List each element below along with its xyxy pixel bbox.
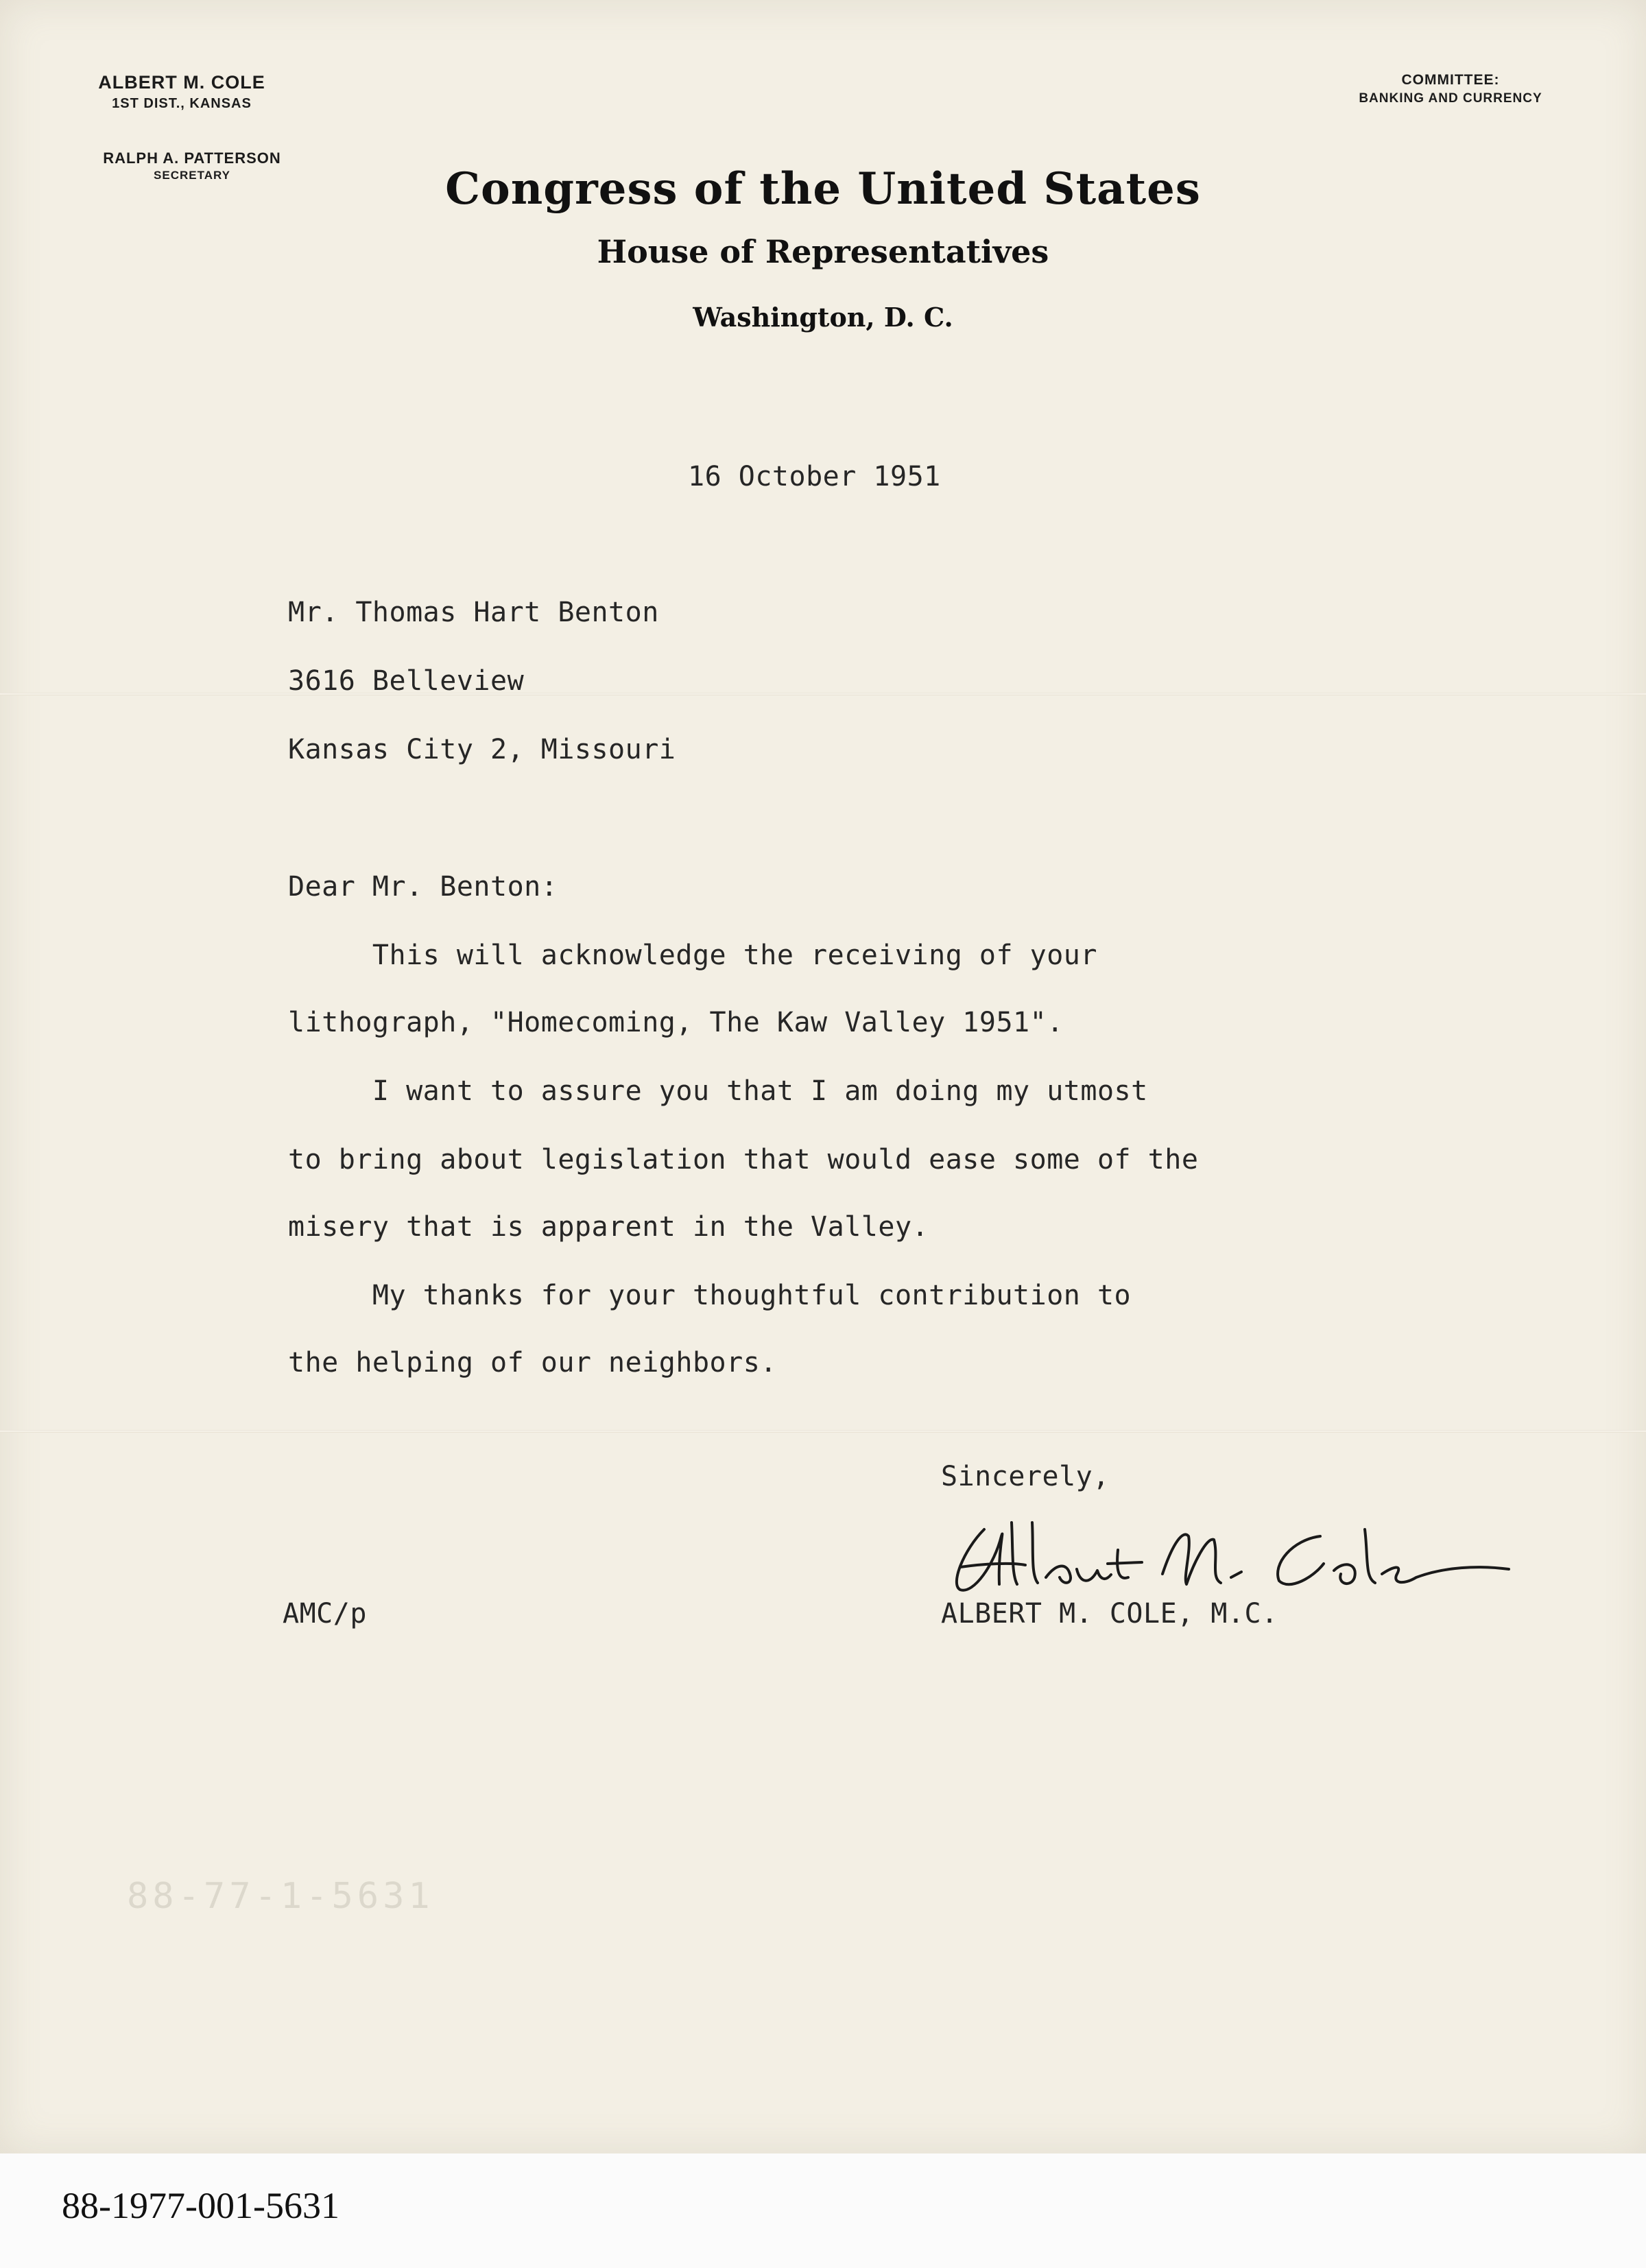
body-line: I want to assure you that I am doing my utmost — [288, 1075, 1148, 1107]
typist-initials: AMC/p — [283, 1598, 367, 1630]
recipient-line: Kansas City 2, Missouri — [288, 734, 676, 765]
committee-label: COMMITTEE: — [1401, 72, 1500, 88]
body-line: My thanks for your thoughtful contribution to — [288, 1280, 1132, 1311]
fold-line — [0, 693, 1646, 695]
faint-stamp: 88-77-1-5631 — [127, 1876, 434, 1917]
body-line: to bring about legislation that would ease some of the — [288, 1144, 1199, 1175]
member-district: 1ST DIST., KANSAS — [112, 96, 252, 111]
secretary-name: RALPH A. PATTERSON — [103, 150, 281, 167]
committee-name: BANKING AND CURRENCY — [1359, 91, 1542, 106]
recipient-line: 3616 Belleview — [288, 665, 525, 697]
signer-name: ALBERT M. COLE, M.C. — [941, 1598, 1278, 1630]
member-block — [65, 72, 298, 112]
body-line: misery that is apparent in the Valley. — [288, 1211, 929, 1243]
fold-line — [0, 1430, 1646, 1433]
letterhead-title: Congress of the United States — [445, 163, 1201, 215]
letterhead-subtitle: House of Representatives — [597, 233, 1049, 270]
member-name: ALBERT M. COLE — [98, 72, 265, 93]
committee-block — [1331, 72, 1571, 106]
letter-date: 16 October 1951 — [688, 461, 941, 492]
salutation: Dear Mr. Benton: — [288, 871, 558, 903]
letterhead-location: Washington, D. C. — [693, 302, 953, 333]
body-line: the helping of our neighbors. — [288, 1347, 777, 1378]
handwritten-signature — [936, 1509, 1512, 1612]
body-line: This will acknowledge the receiving of your — [288, 940, 1097, 971]
body-line: lithograph, "Homecoming, The Kaw Valley 1951". — [288, 1007, 1064, 1038]
accession-number: 88-1977-001-5631 — [62, 2185, 339, 2226]
recipient-line: Mr. Thomas Hart Benton — [288, 597, 659, 628]
closing: Sincerely, — [941, 1461, 1110, 1492]
secretary-title: SECRETARY — [154, 169, 230, 182]
